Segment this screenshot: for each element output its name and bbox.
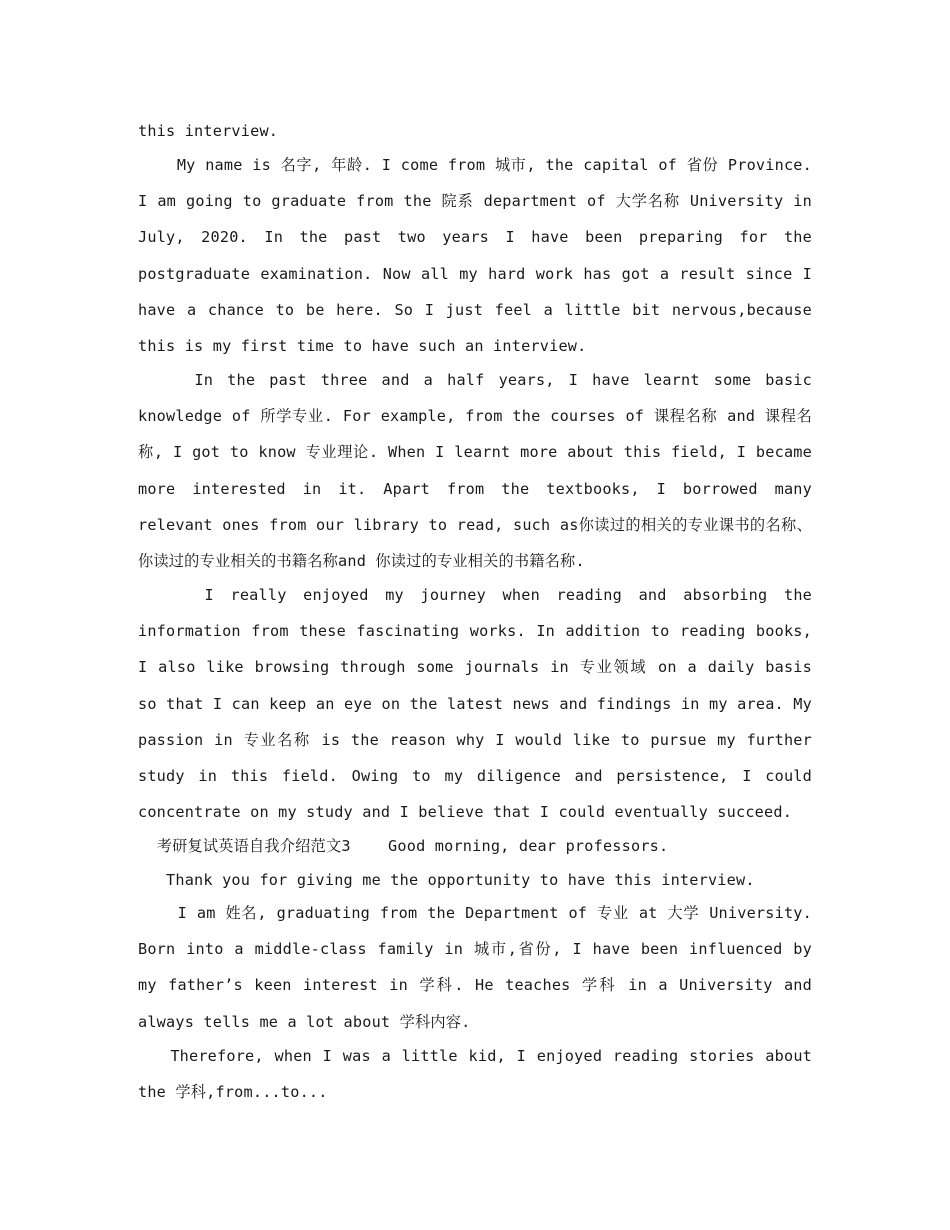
paragraph-thanks: Thank you for giving me the opportunity to have this interview. (138, 871, 755, 889)
paragraph-introduction: My name is 名字, 年龄. I come from 城市, the capital of 省份 Province. I am going to graduate from the 院系 department of 大学名称 University in July, 2020. In the past two years I have been preparing for the postgraduate examination. Now all my hard work has got a result since I have a chance to be here. So I just feel a little bit nervous,because this is my first time to have such an interview. (138, 156, 822, 356)
paragraph-knowledge: In the past three and a half years, I have learnt some basic knowledge of 所学专业. For example, from the courses of 课程名称 and 课程名称, I got to know 专业理论. When I learnt more about this field, I became more interested in it. Apart from the textbooks, I borrowed many relevant ones from our library to read, such as你读过的相关的专业课书的名称、你读过的专业相关的书籍名称and 你读过的专业相关的书籍名称. (138, 371, 822, 571)
paragraph-childhood: Therefore, when I was a little kid, I enjoyed reading stories about the 学科,from...to... (138, 1047, 822, 1102)
paragraph-journey: I really enjoyed my journey when reading and absorbing the information from these fascinating works. In addition to reading books, I also like browsing through some journals in 专业领域 on a daily basis so that I can keep an eye on the latest news and findings in my area. My passion in 专业名称 is the reason why I would like to pursue my further study in this field. Owing to my diligence and persistence, I could concentrate on my study and I believe that I could eventually succeed. (138, 586, 822, 822)
section-heading-sample-3: 考研复试英语自我介绍范文3 Good morning, dear professors. (138, 837, 669, 855)
paragraph-continuation: this interview. (138, 122, 279, 140)
paragraph-background: I am 姓名, graduating from the Department of 专业 at 大学 University. Born into a middle-class family in 城市,省份, I have been influenced by my father’s keen interest in 学科. He teaches 学科 in a University and always tells me a lot about 学科内容. (138, 904, 822, 1031)
